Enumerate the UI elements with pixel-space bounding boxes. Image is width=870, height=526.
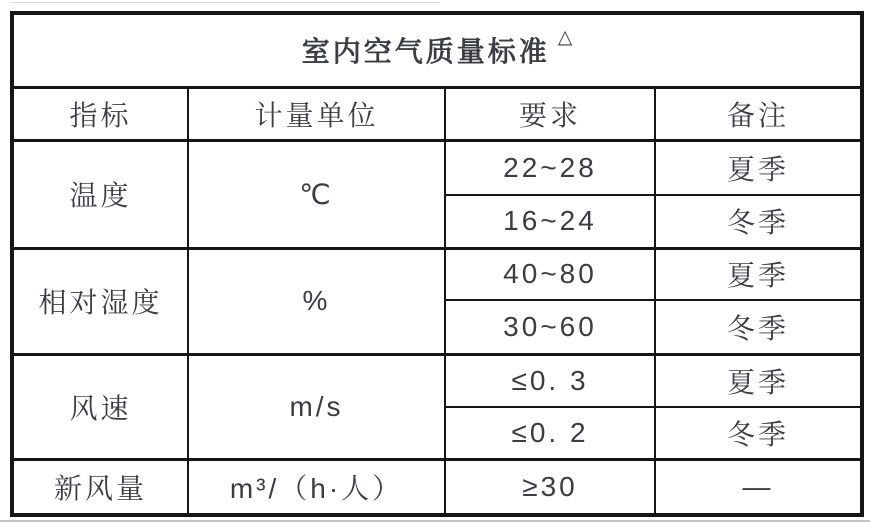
title-superscript-triangle: △	[557, 26, 573, 48]
column-header-unit: 计量单位	[188, 87, 445, 140]
unit-temperature: ℃	[188, 140, 445, 248]
indicator-temperature: 温度	[12, 140, 188, 248]
indicator-air-speed: 风速	[12, 354, 188, 459]
indicator-relative-humidity: 相对湿度	[12, 248, 188, 354]
unit-air-speed: m/s	[188, 354, 445, 459]
indicator-fresh-air-volume: 新风量	[12, 459, 188, 515]
scan-artifact-line-bottom	[0, 520, 870, 522]
remark-temperature-summer: 夏季	[655, 140, 862, 195]
column-header-remark: 备注	[655, 87, 862, 140]
table-title: 室内空气质量标准	[301, 36, 550, 68]
indoor-air-quality-table	[10, 11, 864, 517]
requirement-humidity-summer: 40~80	[445, 248, 655, 300]
unit-relative-humidity: %	[188, 248, 445, 354]
column-header-indicator: 指标	[12, 87, 188, 140]
scan-artifact-line-top	[10, 2, 440, 3]
remark-air-speed-winter: 冬季	[655, 407, 862, 459]
remark-humidity-winter: 冬季	[655, 300, 862, 354]
column-header-requirement: 要求	[445, 87, 655, 140]
requirement-air-speed-winter: ≤0. 2	[445, 407, 655, 459]
requirement-temperature-winter: 16~24	[445, 195, 655, 248]
requirement-humidity-winter: 30~60	[445, 300, 655, 354]
remark-temperature-winter: 冬季	[655, 195, 862, 248]
remark-air-speed-summer: 夏季	[655, 354, 862, 407]
remark-fresh-air-volume: —	[655, 459, 862, 515]
unit-fresh-air-volume: m³/（h·人）	[188, 459, 445, 515]
requirement-temperature-summer: 22~28	[445, 140, 655, 195]
requirement-air-speed-summer: ≤0. 3	[445, 354, 655, 407]
requirement-fresh-air-volume: ≥30	[445, 459, 655, 515]
table-title-cell	[12, 13, 862, 87]
remark-humidity-summer: 夏季	[655, 248, 862, 300]
